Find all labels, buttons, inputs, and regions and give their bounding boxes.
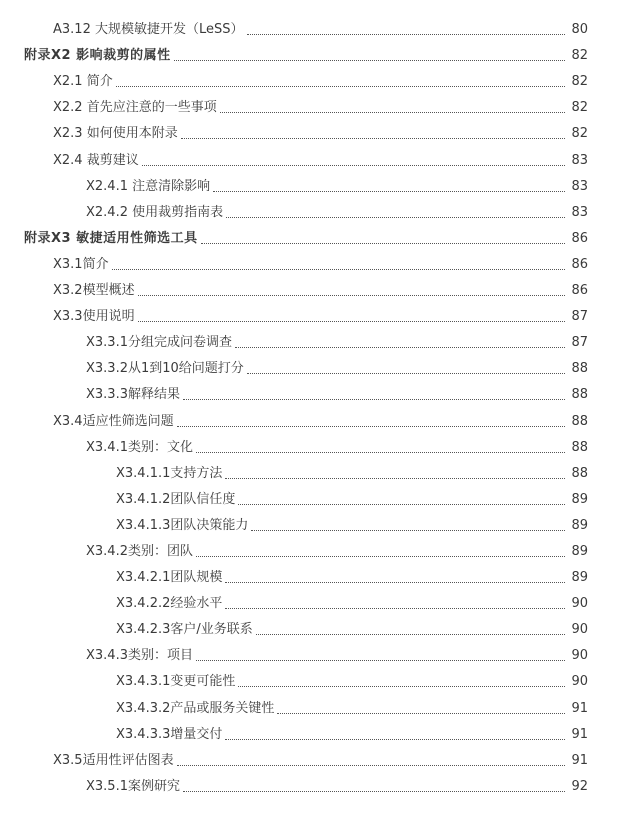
- toc-entry-title: X2.1 简介: [53, 74, 113, 90]
- toc-page-number: 91: [571, 726, 588, 742]
- dot-leader: [247, 373, 565, 374]
- toc-entry[interactable]: [0, 560, 622, 586]
- toc-entry[interactable]: [0, 64, 622, 90]
- toc-page-number: 86: [571, 256, 588, 272]
- dot-leader: [138, 321, 565, 322]
- toc-page-number: 87: [571, 309, 588, 325]
- toc-page-number: 83: [571, 204, 588, 220]
- toc-page-number: 82: [571, 126, 588, 142]
- toc-page-number: 89: [571, 491, 588, 507]
- toc-entry[interactable]: [0, 612, 622, 638]
- dot-leader: [196, 452, 565, 453]
- dot-leader: [112, 269, 565, 270]
- toc-entry[interactable]: [0, 638, 622, 664]
- toc-entry-title: A3.12 大规模敏捷开发（LeSS）: [53, 22, 244, 38]
- toc-page-number: 90: [571, 622, 588, 638]
- toc-entry-title: X3.4.1类别：文化: [86, 439, 193, 455]
- toc-entry-title: X3.3.3解释结果: [86, 387, 180, 403]
- dot-leader: [247, 34, 566, 35]
- toc-entry-title: X2.4.1 注意清除影响: [86, 178, 211, 194]
- toc-entry[interactable]: [0, 325, 622, 351]
- toc-page-number: 89: [571, 543, 588, 559]
- dot-leader: [238, 504, 565, 505]
- dot-leader: [277, 713, 565, 714]
- dot-leader: [225, 608, 565, 609]
- toc-entry-title: X3.4.1.1支持方法: [116, 465, 223, 481]
- toc-entry[interactable]: [0, 116, 622, 142]
- toc-entry[interactable]: [0, 430, 622, 456]
- dot-leader: [201, 243, 565, 244]
- toc-page-number: 91: [571, 752, 588, 768]
- toc-page-number: 86: [571, 230, 588, 246]
- toc-entry[interactable]: [0, 403, 622, 429]
- toc-page-number: 88: [571, 361, 588, 377]
- dot-leader: [196, 556, 565, 557]
- toc-entry-title: X3.2模型概述: [53, 283, 135, 299]
- toc-page-number: 82: [571, 48, 588, 64]
- dot-leader: [177, 765, 565, 766]
- toc-entry[interactable]: [0, 743, 622, 769]
- toc-page-number: 88: [571, 465, 588, 481]
- toc-page-number: 82: [571, 100, 588, 116]
- toc-entry[interactable]: [0, 247, 622, 273]
- toc-entry[interactable]: [0, 482, 622, 508]
- toc-entry-title: X2.4.2 使用裁剪指南表: [86, 204, 224, 220]
- toc-page-number: 86: [571, 283, 588, 299]
- toc-entry[interactable]: [0, 273, 622, 299]
- dot-leader: [174, 60, 565, 61]
- toc-page-number: 87: [571, 335, 588, 351]
- table-of-contents: [0, 12, 622, 795]
- toc-page-number: 89: [571, 570, 588, 586]
- toc-entry[interactable]: [0, 508, 622, 534]
- toc-page-number: 88: [571, 413, 588, 429]
- toc-entry-title: X2.3 如何使用本附录: [53, 126, 178, 142]
- toc-page-number: 83: [571, 178, 588, 194]
- toc-entry-title: 附录X2 影响裁剪的属性: [24, 48, 171, 64]
- toc-entry[interactable]: [0, 169, 622, 195]
- dot-leader: [213, 191, 565, 192]
- toc-entry[interactable]: [0, 664, 622, 690]
- toc-entry[interactable]: [0, 90, 622, 116]
- toc-appendix-entry[interactable]: [0, 221, 622, 247]
- toc-entry-title: 附录X3 敏捷适用性筛选工具: [24, 230, 198, 246]
- toc-entry[interactable]: [0, 377, 622, 403]
- toc-page-number: 88: [571, 439, 588, 455]
- dot-leader: [220, 112, 565, 113]
- toc-appendix-entry[interactable]: [0, 38, 622, 64]
- dot-leader: [225, 739, 565, 740]
- toc-entry-title: X3.5适用性评估图表: [53, 752, 174, 768]
- toc-entry[interactable]: [0, 351, 622, 377]
- toc-page-number: 90: [571, 674, 588, 690]
- toc-page-number: 82: [571, 74, 588, 90]
- dot-leader: [196, 660, 565, 661]
- toc-entry-title: X3.4.3类别：项目: [86, 648, 193, 664]
- toc-entry-title: X3.3.2从1到10给问题打分: [86, 361, 244, 377]
- toc-page-number: 90: [571, 648, 588, 664]
- dot-leader: [235, 347, 565, 348]
- toc-entry[interactable]: [0, 456, 622, 482]
- dot-leader: [142, 165, 565, 166]
- dot-leader: [256, 634, 565, 635]
- toc-entry-title: X3.4.3.1变更可能性: [116, 674, 236, 690]
- toc-entry-title: X2.2 首先应注意的一些事项: [53, 100, 217, 116]
- dot-leader: [251, 530, 565, 531]
- dot-leader: [238, 686, 565, 687]
- toc-entry-title: X3.3使用说明: [53, 309, 135, 325]
- dot-leader: [183, 791, 565, 792]
- toc-entry-title: X3.4.1.2团队信任度: [116, 491, 236, 507]
- toc-page-number: 90: [571, 596, 588, 612]
- toc-entry-title: X3.3.1分组完成问卷调查: [86, 335, 232, 351]
- toc-entry[interactable]: [0, 299, 622, 325]
- dot-leader: [181, 138, 565, 139]
- toc-entry[interactable]: [0, 586, 622, 612]
- dot-leader: [225, 478, 565, 479]
- toc-page-number: 89: [571, 517, 588, 533]
- toc-entry[interactable]: [0, 12, 622, 38]
- toc-entry-title: X3.5.1案例研究: [86, 778, 180, 794]
- toc-entry-title: X3.4.2.2经验水平: [116, 596, 223, 612]
- toc-entry-title: X3.4.1.3团队决策能力: [116, 517, 249, 533]
- toc-entry[interactable]: [0, 769, 622, 795]
- toc-entry-title: X3.4.2.1团队规模: [116, 570, 223, 586]
- toc-page-number: 91: [571, 700, 588, 716]
- toc-entry[interactable]: [0, 142, 622, 168]
- toc-entry-title: X2.4 裁剪建议: [53, 152, 139, 168]
- dot-leader: [138, 295, 565, 296]
- toc-entry[interactable]: [0, 717, 622, 743]
- toc-entry[interactable]: [0, 195, 622, 221]
- dot-leader: [177, 426, 565, 427]
- toc-entry-title: X3.1简介: [53, 256, 109, 272]
- dot-leader: [116, 86, 565, 87]
- toc-entry-title: X3.4.3.3增量交付: [116, 726, 223, 742]
- dot-leader: [183, 399, 565, 400]
- toc-entry-title: X3.4.3.2产品或服务关键性: [116, 700, 275, 716]
- dot-leader: [225, 582, 565, 583]
- toc-entry[interactable]: [0, 690, 622, 716]
- toc-page-number: 92: [571, 778, 588, 794]
- toc-entry-title: X3.4.2.3客户/业务联系: [116, 622, 253, 638]
- toc-entry-title: X3.4适应性筛选问题: [53, 413, 174, 429]
- toc-entry[interactable]: [0, 534, 622, 560]
- toc-entry-title: X3.4.2类别：团队: [86, 543, 193, 559]
- toc-page-number: 83: [571, 152, 588, 168]
- dot-leader: [226, 217, 565, 218]
- toc-page-number: 88: [571, 387, 588, 403]
- toc-page-number: 80: [571, 22, 588, 38]
